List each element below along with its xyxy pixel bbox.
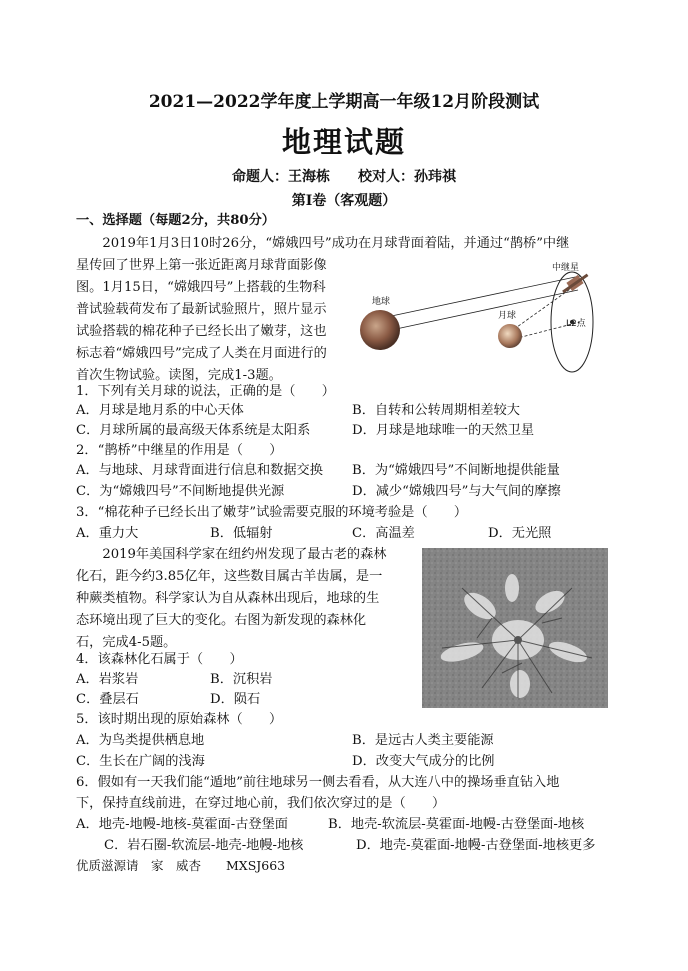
q6-option-d: D．地壳-莫霍面-地幔-古登堡面-地核更多 [356,838,596,853]
signal-line-upper [382,276,580,318]
authors-line: 命题人：王海栋 校对人：孙玮祺 [232,169,456,185]
q3-option-a: A．重力大 [76,526,139,541]
passage1-line-4: 普试验载荷发布了最新试验照片，照片显示 [76,302,327,317]
q5-option-c: C．生长在广阔的浅海 [76,754,205,769]
q1-option-b: B．自转和公转周期相差较大 [352,403,520,418]
earth-shape [360,310,400,350]
forest-fossil-photo [422,548,608,708]
q1-option-a: A．月球是地月系的中心天体 [76,403,244,418]
q5-option-b: B．是远古人类主要能源 [352,733,494,748]
q5-option-a: A．为鸟类提供栖息地 [76,733,205,748]
passage2-line-5: 石，完成4-5题。 [76,635,177,650]
passage1-line-2: 星传回了世界上第一张近距离月球背面影像 [76,258,327,273]
passage1-line-5: 试验搭载的棉花种子已经长出了嫩芽，这也 [76,324,327,339]
q3-option-c: C．高温差 [352,526,415,541]
section-heading: 一、选择题（每题2分，共80分） [76,213,275,228]
q4-option-a: A．岩浆岩 [76,672,139,687]
q4-stem: 4．该森林化石属于（ ） [76,652,243,667]
footer-text: 优质滋源请 家 威杏 MXSJ663 [76,858,286,873]
moon-shape [498,324,522,348]
part-heading: 第Ⅰ卷（客观题） [291,193,397,209]
passage1-line-6: 标志着“嫦娥四号”完成了人类在月面进行的 [76,346,327,361]
passage2-line-2: 化石，距今约3.85亿年，这些数目属古羊齿属，是一 [76,569,383,584]
exam-title: 2021—2022学年度上学期高一年级12月阶段测试 [148,92,540,112]
passage2-line-4: 态环境出现了巨大的变化。右图为新发现的森林化 [76,613,367,628]
q2-option-a: A．与地球、月球背面进行信息和数据交换 [76,463,323,478]
signal-line-lower [382,290,578,332]
q6-stem-line-1: 6．假如有一天我们能“遁地”前往地球另一侧去看看，从大连八中的操场垂直钻入地 [76,775,560,790]
relay-label: 中继星 [552,263,580,273]
q6-option-c: C．岩石圈-软流层-地壳-地幔-地核 [104,838,304,853]
q1-option-c: C．月球所属的最高级天体系统是太阳系 [76,423,311,438]
passage2-line-3: 种蕨类植物。科学家认为自从森林出现后，地球的生 [76,591,380,606]
q3-option-d: D．无光照 [488,526,552,541]
subject-title: 地理试题 [281,125,406,159]
passage1-line-3: 图。1月15日，“嫦娥四号”上搭载的生物科 [76,280,326,295]
earth-label: 地球 [372,297,391,307]
earth-moon-relay-diagram [360,260,610,382]
q1-option-d: D．月球是地球唯一的天然卫星 [352,423,535,438]
l2-label: L2点 [566,319,586,329]
q6-option-b: B．地壳-软流层-莫霍面-地幔-古登堡面-地核 [328,817,585,832]
moon-label: 月球 [498,311,517,321]
q4-option-d: D．陨石 [210,692,261,707]
q2-option-b: B．为“嫦娥四号”不间断地提供能量 [352,463,560,478]
q1-stem: 1．下列有关月球的说法，正确的是（ ） [76,384,335,399]
q6-stem-line-2: 下，保持直线前进，在穿过地心前，我们依次穿过的是（ ） [76,796,446,811]
q2-option-d: D．减少“嫦娥四号”与大气间的摩擦 [352,484,561,499]
q2-option-c: C．为“嫦娥四号”不间断地提供光源 [76,484,285,499]
q5-stem: 5．该时期出现的原始森林（ ） [76,712,283,727]
q4-option-b: B．沉积岩 [210,672,273,687]
passage1-line-7: 首次生物试验。读图，完成1-3题。 [76,368,282,383]
q3-option-b: B．低辐射 [210,526,273,541]
q2-stem: 2．“鹊桥”中继星的作用是（ ） [76,443,283,458]
q6-option-a: A．地壳-地幔-地核-莫霍面-古登堡面 [76,817,288,832]
q5-option-d: D．改变大气成分的比例 [352,754,495,769]
q3-stem: 3．“棉花种子已经长出了嫩芽”试验需要克服的环境考验是（ ） [76,505,468,520]
q4-option-c: C．叠层石 [76,692,139,707]
passage2-line-1: 2019年美国科学家在纽约州发现了最古老的森林 [76,547,387,562]
passage1-line-1: 2019年1月3日10时26分，“嫦娥四号”成功在月球背面着陆，并通过“鹊桥”中继 [76,236,570,251]
